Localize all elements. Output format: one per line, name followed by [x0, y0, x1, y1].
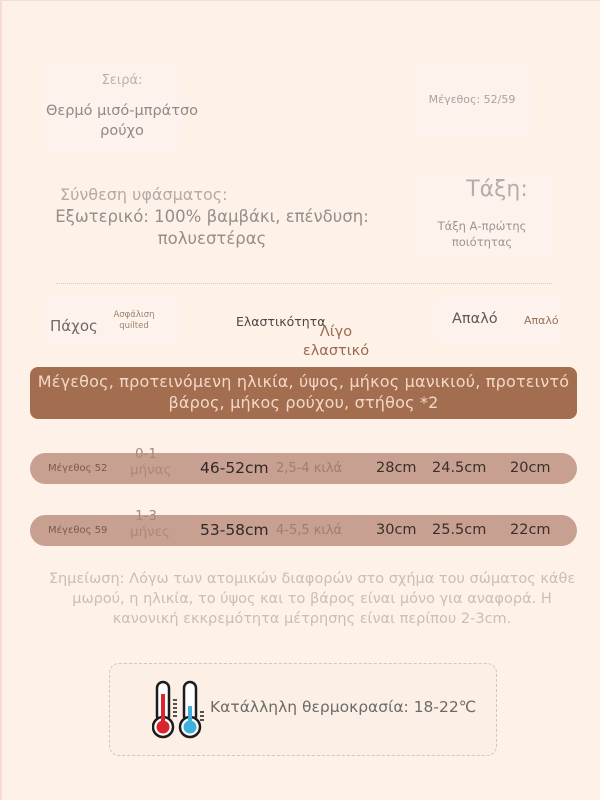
grade-value: Τάξη Α-πρώτης ποιότητας [437, 219, 527, 249]
age-cell: 1-3 μήνες [130, 508, 170, 540]
thermometer-icon [152, 680, 212, 740]
length-cell: 25.5cm [432, 522, 487, 538]
elasticity-label: Ελαστικότητα [236, 314, 326, 329]
size-label: Μέγεθος: 52/59 [428, 93, 516, 106]
series-label: Σειρά: [101, 73, 143, 88]
grade-label: Τάξη: [466, 177, 528, 202]
softness-value: Απαλό [524, 314, 559, 327]
size-cell: Μέγεθος 52 [48, 463, 108, 474]
table-row [30, 508, 577, 546]
series-value: Θερμό μισό-μπράτσο ρούχο [45, 103, 199, 139]
table-row [30, 446, 577, 484]
size-cell: Μέγεθος 59 [48, 525, 108, 536]
thickness-label: Πάχος [50, 317, 98, 335]
weight-cell: 4-5,5 κιλά [276, 523, 343, 538]
chest-cell: 20cm [510, 460, 551, 476]
temperature-text: Κατάλληλη θερμοκρασία: 18-22℃ [210, 698, 477, 716]
sleeve-cell: 30cm [376, 522, 417, 538]
section-divider [56, 283, 552, 284]
fabric-value: Εξωτερικό: 100% βαμβάκι, επένδυση: πολυεστέρας [55, 207, 369, 248]
age-cell: 0-1 μήνας [130, 446, 172, 478]
elasticity-value: Λίγο ελαστικό [302, 324, 370, 359]
softness-label: Απαλό [452, 311, 498, 327]
temperature-box [109, 663, 497, 756]
size-table-header: Μέγεθος, προτεινόμενη ηλικία, ύψος, μήκος μανικιού, προτειντό βάρος, μήκος ρούχου, στήθος *2 [30, 367, 577, 419]
fabric-label: Σύνθεση υφάσματος: [60, 185, 228, 204]
length-cell: 24.5cm [432, 460, 487, 476]
height-cell: 46-52cm [200, 459, 269, 477]
sleeve-cell: 28cm [376, 460, 417, 476]
thickness-value: Ασφάλιση quilted [113, 310, 155, 331]
chest-cell: 22cm [510, 522, 551, 538]
measurement-note: Σημείωση: Λόγω των ατομικών διαφορών στο σχήμα του σώματος κάθε μωρού, η ηλικία, το ύψος και το βάρος είναι μόνο για αναφορά. Η κανονική εκκρεμότητα μέτρησης είναι περίπου 2-3cm. [48, 571, 576, 627]
weight-cell: 2,5-4 κιλά [276, 461, 343, 476]
height-cell: 53-58cm [200, 521, 269, 539]
